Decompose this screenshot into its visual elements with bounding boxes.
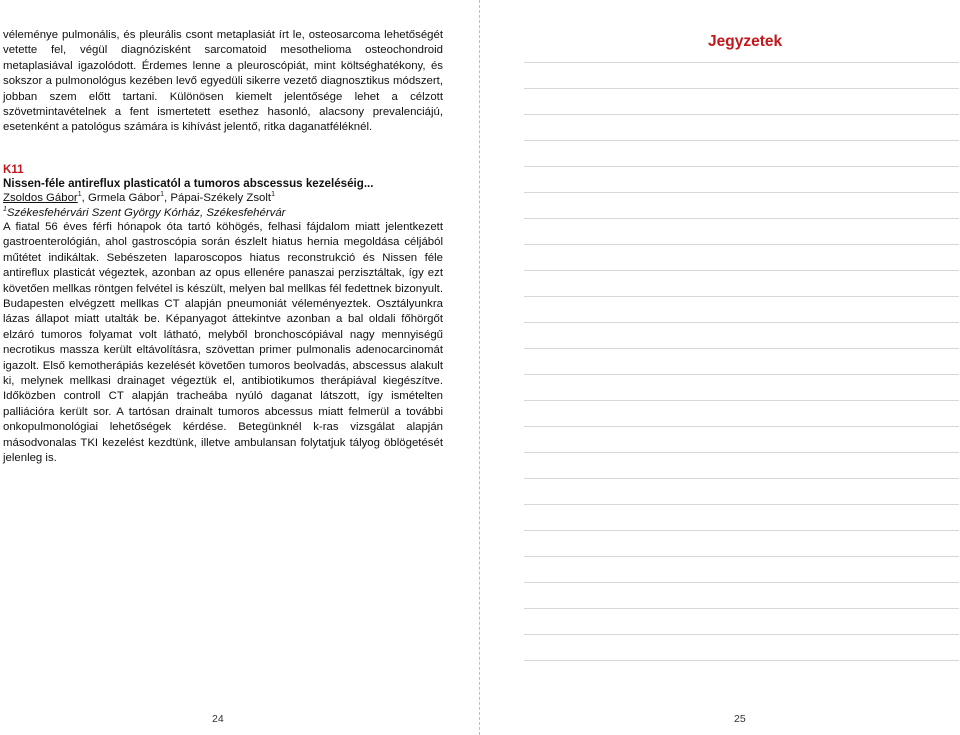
- note-line: [524, 140, 959, 141]
- note-line: [524, 166, 959, 167]
- author-name: Grmela Gábor: [87, 191, 161, 204]
- note-line: [524, 62, 959, 63]
- note-line: [524, 88, 959, 89]
- note-line: [524, 504, 959, 505]
- note-line: [524, 478, 959, 479]
- abstract-body-text: A fiatal 56 éves férfi hónapok óta tartó köhögés, felhasi fájdalom miatt jelentkezett gastroenterológián, ahol gastroscópia során észlelt hiatus hernia megoldása céljából műtétet indikáltak. Sebészeten laparoscopos hiatus reconstrukció és Nissen féle antireflux plasticát végeztek, azonban az opus ellenére panaszai perzisztáltak, így ezt követően mellkas röntgen felvétel is készült, melyen bal mellkas fél fedettnek bizonyult. Budapesten elvégzett mellkas CT alapján pneumoniát véleményeztek. Osztályunkra lázas állapot miatt utalták be. Képanyagot áttekintve azonban a bal oldali főhörgőt elzáró tumoros folyamat volt látható, melyből bronchoscópiával nagy mennyiségű necrotikus massza került eltávolításra, szövettan primer pulmonalis adenocarcinomát igazolt. Első kemotherápiás kezelését követően tumoros beolvadás, abscessus alakult ki, melynek mellkasi drainaget végeztük el, antibiotikumos therápiával kiegészítve. Időközben controll CT alapján tracheába nyúló daganat látszott, így ismételten palliációra került sor. A tartósan drainalt tumoros abcessus miatt felmerül a további onkopulmonológiai lehetőségek kérdése. Betegünknél k-ras vizsgálat alapján másodvonalas TKI kezelést kezdtünk, illetve ambulansan folytatjuk tályog öblögetését jelenleg is.: [3, 221, 443, 465]
- note-line: [524, 244, 959, 245]
- notes-lines-area: [524, 0, 959, 700]
- intro-text: véleménye pulmonális, és pleurális csont metaplasiát írt le, osteosarcoma lehetőségét vetette fel, végül diagnózisként sarcomatoid mesothelioma osteochondroid metaplasiával igazolódott. Érdemes lenne a pleuroscópiát, mint költséghatékony, és sokszor a pulmonológus kezében levő egyedüli sikerre vezető diagnosztikus módszert, jobban szem előtt tartani. Különösen kiemelt jelentősége lehet a célzott szövetmintavételnek a fent ismertetett esethez hasonló, alacsony prevalenciájú, esetenként a patológus számára is kihívást jelentő, ritka daganatféléknél.: [3, 29, 443, 134]
- note-line: [524, 296, 959, 297]
- abstract-title: Nissen-féle antireflux plasticatól a tumoros abscessus kezeléséig...: [3, 177, 374, 190]
- author-separator: ,: [164, 191, 171, 204]
- note-line: [524, 556, 959, 557]
- note-line: [524, 608, 959, 609]
- note-line: [524, 114, 959, 115]
- author-name: Zsoldos Gábor: [3, 191, 78, 204]
- left-page: [0, 0, 478, 735]
- note-line: [524, 400, 959, 401]
- page-number-left: 24: [212, 713, 224, 725]
- affiliation-marker: 1: [160, 191, 165, 198]
- page-divider: [479, 0, 480, 735]
- note-line: [524, 374, 959, 375]
- note-line: [524, 452, 959, 453]
- note-line: [524, 322, 959, 323]
- abstract-id: K11: [3, 163, 24, 176]
- note-line: [524, 192, 959, 193]
- note-line: [524, 426, 959, 427]
- affiliation-marker: 1: [271, 191, 275, 198]
- note-line: [524, 218, 959, 219]
- author-name: Pápai-Székely Zsolt: [170, 191, 272, 204]
- abstract-body: [3, 220, 443, 467]
- note-line: [524, 634, 959, 635]
- intro-paragraph: [3, 28, 443, 136]
- author-separator: ,: [81, 191, 88, 204]
- note-line: [524, 348, 959, 349]
- page-number-right: 25: [734, 713, 746, 725]
- notes-heading: Jegyzetek: [708, 33, 783, 50]
- note-line: [524, 660, 959, 661]
- affiliation-marker: 1: [3, 206, 7, 213]
- note-line: [524, 530, 959, 531]
- note-line: [524, 270, 959, 271]
- affiliation: [3, 206, 285, 219]
- affiliation-text: Székesfehérvári Szent György Kórház, Székesfehérvár: [6, 206, 286, 219]
- author-list: [3, 191, 275, 204]
- affiliation-marker: 1: [77, 191, 82, 198]
- note-line: [524, 582, 959, 583]
- right-page: [481, 0, 960, 735]
